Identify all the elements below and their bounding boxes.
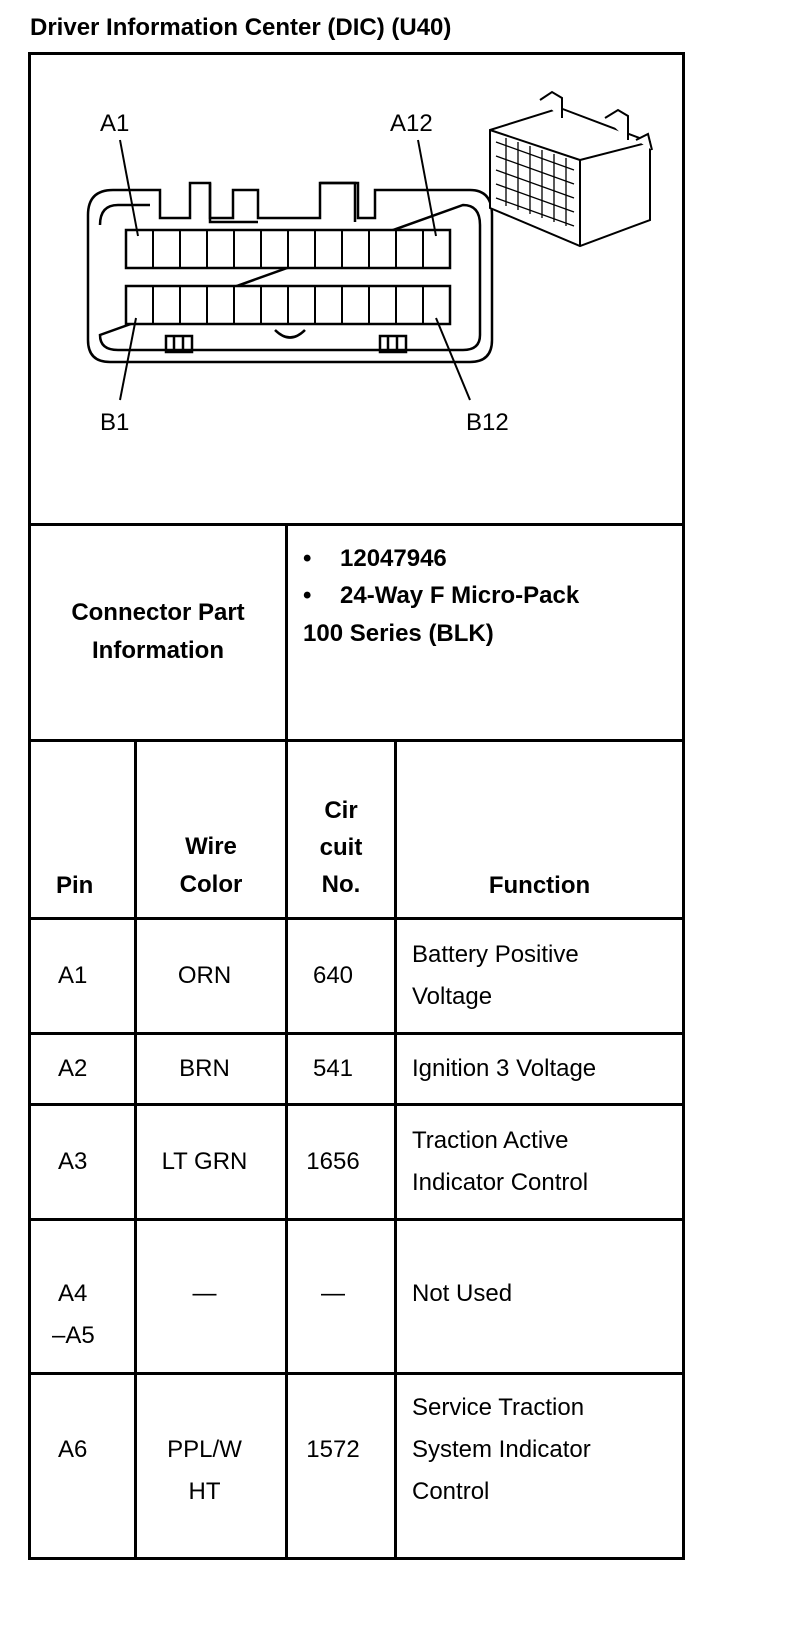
- connector-label: Connector Part Information: [71, 599, 245, 664]
- header-function: Function: [488, 872, 591, 899]
- table-row-pin: A6: [58, 1436, 88, 1463]
- table-row-function: Traction Active Indicator Control: [412, 1127, 589, 1196]
- frame-bottom: [28, 1557, 684, 1560]
- connector-description-line1: 24-Way F Micro-Pack: [340, 582, 580, 609]
- table-row-pin: A2: [58, 1055, 88, 1082]
- header-wire-color: Wire Color: [179, 833, 243, 898]
- bullet-1: •: [303, 545, 312, 572]
- table-row-circuit: 1572: [306, 1436, 360, 1463]
- bullet-2: •: [303, 582, 312, 609]
- table-row-pin: A4 –A5: [52, 1280, 95, 1349]
- table-row-function: Ignition 3 Voltage: [412, 1055, 597, 1082]
- table-row-wire: ORN: [177, 962, 232, 989]
- divider-info-vertical: [285, 523, 288, 741]
- label-b12: B12: [466, 409, 509, 436]
- header-pin: Pin: [56, 872, 94, 899]
- table-row-circuit: —: [321, 1280, 345, 1307]
- table-row-wire: LT GRN: [161, 1148, 248, 1175]
- page-title: Driver Information Center (DIC) (U40): [30, 14, 452, 41]
- table-row-function: Battery Positive Voltage: [412, 941, 579, 1010]
- table-row-wire: PPL/W HT: [167, 1436, 242, 1505]
- row-divider-4: [28, 1372, 684, 1375]
- row-divider-1: [28, 1032, 684, 1035]
- table-row-function: Not Used: [412, 1280, 513, 1307]
- table-row-wire: BRN: [179, 1055, 230, 1082]
- table-row-circuit: 640: [312, 962, 354, 989]
- connector-description-line2: 100 Series (BLK): [303, 620, 494, 647]
- table-row-circuit: 541: [312, 1055, 354, 1082]
- label-a1: A1: [100, 110, 130, 137]
- table-row-pin: A1: [58, 962, 88, 989]
- label-a12: A12: [390, 110, 433, 137]
- row-divider-3: [28, 1218, 684, 1221]
- part-number: 12047946: [340, 545, 447, 572]
- table-row-pin: A3: [58, 1148, 88, 1175]
- label-b1: B1: [100, 409, 130, 436]
- row-divider-0: [28, 917, 684, 920]
- connector-diagram: [0, 0, 800, 530]
- table-row-wire: —: [192, 1280, 217, 1307]
- divider-2: [28, 739, 684, 742]
- table-row-circuit: 1656: [306, 1148, 360, 1175]
- col-divider-3: [394, 739, 397, 1559]
- divider-1: [28, 523, 684, 526]
- header-circuit-no: Cir cuit No.: [319, 797, 363, 898]
- row-divider-2: [28, 1103, 684, 1106]
- table-row-function: Service Traction System Indicator Control: [412, 1394, 591, 1505]
